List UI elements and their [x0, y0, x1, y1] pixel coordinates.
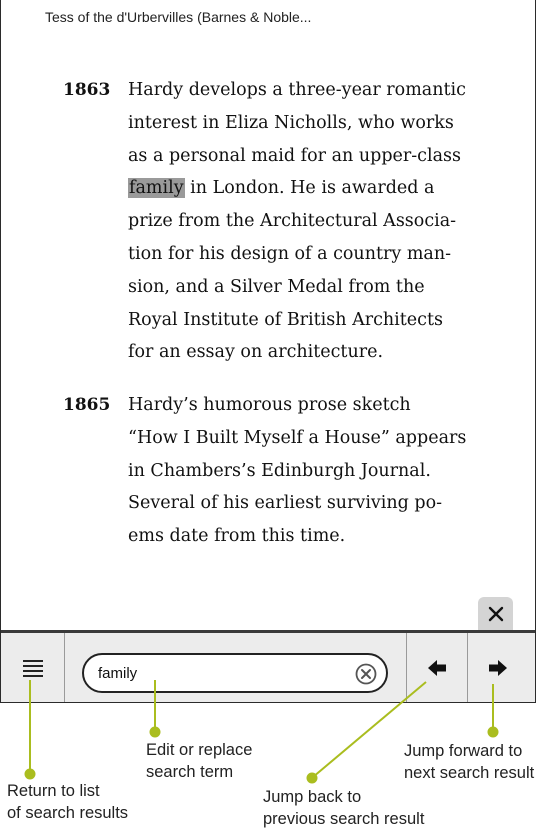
callout-jump-back: Jump back to previous search result: [263, 788, 425, 828]
text-line: Several of his earliest surviving po-: [128, 493, 443, 514]
entry-year: 1865: [63, 395, 111, 415]
entry-year: 1863: [63, 80, 111, 100]
text-line: “How I Built Myself a House” appears: [128, 427, 467, 448]
text-line-rest: in London. He is awarded a: [190, 178, 435, 199]
callout-edit-term: Edit or replace search term: [146, 741, 253, 781]
callout-dot: [26, 770, 35, 779]
text-line: Hardy develops a three-year romantic: [128, 80, 466, 100]
callout-dot: [489, 728, 498, 737]
text-line: as a personal maid for an upper-class: [128, 145, 461, 166]
callout-return-to-list: Return to list of search results: [7, 782, 129, 822]
text-line: tion for his design of a country man-: [128, 243, 452, 264]
callout-jump-forward: Jump forward to next search result: [404, 742, 535, 782]
book-title: Tess of the d'Urbervilles (Barnes & Noble...: [45, 9, 312, 25]
search-highlight[interactable]: family: [129, 178, 184, 199]
callout-dot: [151, 728, 160, 737]
callout-dot: [308, 774, 317, 783]
text-line: sion, and a Silver Medal from the: [128, 276, 425, 297]
text-line: ems date from this time.: [128, 526, 346, 547]
text-line: interest in Eliza Nicholls, who works: [128, 112, 454, 133]
text-line: prize from the Architectural Associa-: [128, 211, 457, 232]
text-line: in Chambers’s Edinburgh Journal.: [128, 460, 431, 481]
text-line: Hardy’s humorous prose sketch: [128, 395, 411, 415]
text-line: for an essay on architecture.: [128, 342, 384, 363]
text-line: Royal Institute of British Architects: [128, 309, 443, 330]
